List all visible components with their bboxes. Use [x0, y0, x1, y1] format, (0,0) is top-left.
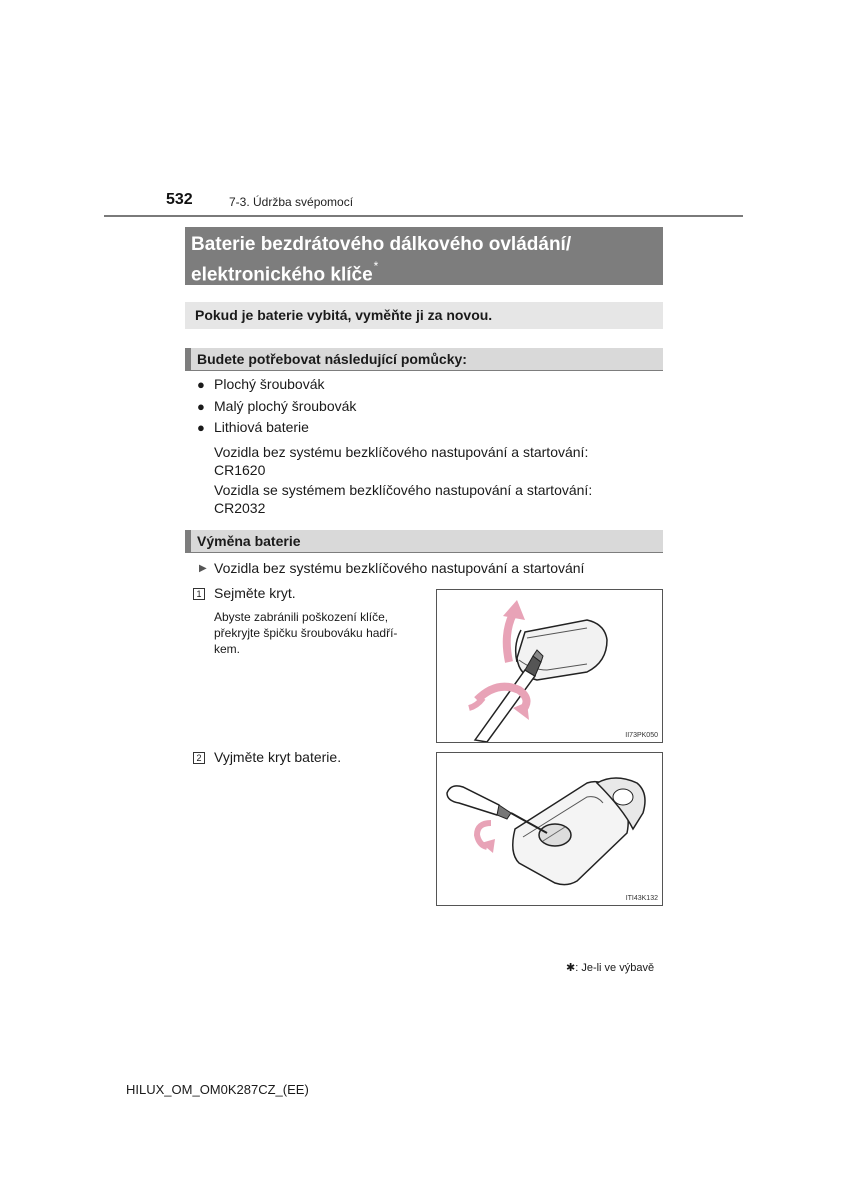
page-title	[185, 227, 663, 285]
triangle-marker-icon: ▶	[199, 563, 207, 574]
step-note-line: překryjte špičku šroubováku hadří-	[214, 626, 398, 640]
remove-battery-cover-illustration	[437, 753, 662, 905]
header-rule	[104, 215, 743, 217]
section-reference: 7-3. Údržba svépomocí	[229, 195, 354, 209]
figure-code: II73PK050	[625, 732, 658, 739]
step-note	[214, 609, 424, 657]
battery-detail: Vozidla bez systému bezklíčového nastupování a startování:	[214, 444, 589, 460]
battery-type: CR1620	[214, 462, 266, 478]
battery-type: CR2032	[214, 500, 266, 516]
replacement-subheading: Vozidla bez systému bezklíčového nastupování a startování	[214, 560, 585, 576]
title-line-2	[191, 257, 657, 287]
battery-note: Pokud je baterie vybitá, vyměňte ji za novou.	[185, 302, 663, 329]
footnote	[566, 961, 654, 974]
page-number: 532	[166, 191, 193, 208]
replacement-heading: Výměna baterie	[185, 530, 663, 553]
title-line-1: Baterie bezdrátového dálkového ovládání/	[191, 234, 572, 255]
battery-detail: Vozidla se systémem bezklíčového nastupování a startování:	[214, 482, 593, 498]
footnote-text: : Je-li ve výbavě	[575, 962, 655, 974]
step-number: 1	[193, 588, 205, 600]
tool-item: Malý plochý šroubovák	[214, 398, 357, 414]
figure-code: ITI43K132	[625, 895, 658, 902]
step-text: Sejměte kryt.	[214, 585, 296, 601]
title-line-2-text: elektronického klíče	[191, 264, 373, 286]
tool-item: Lithiová baterie	[214, 419, 309, 435]
figure-remove-cover	[436, 589, 663, 743]
bullet-icon: ●	[197, 420, 205, 435]
bullet-icon: ●	[197, 377, 205, 392]
tools-heading: Budete potřebovat následující pomůcky:	[185, 348, 663, 371]
tool-item: Plochý šroubovák	[214, 376, 325, 392]
figure-remove-battery-cover	[436, 752, 663, 906]
step-note-line: kem.	[214, 642, 241, 656]
document-code: HILUX_OM_OM0K287CZ_(EE)	[126, 1082, 309, 1097]
step-note-line: Abyste zabránili poškození klíče,	[214, 610, 389, 624]
title-footnote-mark: *	[373, 259, 379, 273]
footnote-mark: ✱	[566, 962, 576, 974]
step-number: 2	[193, 752, 205, 764]
bullet-icon: ●	[197, 399, 205, 414]
step-text: Vyjměte kryt baterie.	[214, 749, 342, 765]
remove-cover-illustration	[437, 590, 662, 742]
